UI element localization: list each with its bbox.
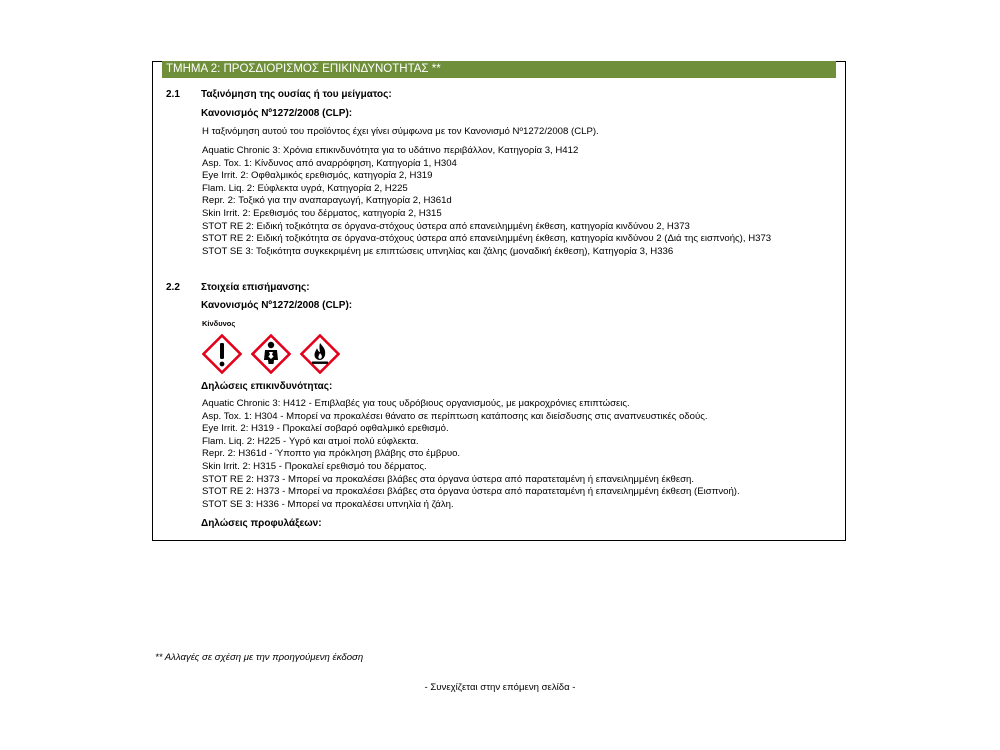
hazard-statement: STOT SE 3: H336 - Μπορεί να προκαλέσει υπνηλία ή ζάλη. [202, 498, 454, 510]
hazard-statements-list [202, 398, 740, 511]
hazard-statement: Aquatic Chronic 3: H412 - Επιβλαβές για τους υδρόβιους οργανισμούς, με μακροχρόνιες επιπτώσεις. [202, 398, 630, 409]
classification-intro: Η ταξινόμηση αυτού του προϊόντος έχει γίνει σύμφωνα με τον Κανονισμό Nº1272/2008 (CLP). [202, 126, 599, 137]
ghs-pictograms [202, 334, 340, 374]
hazard-statement: Eye Irrit. 2: H319 - Προκαλεί σοβαρό οφθαλμικό ερεθισμό. [202, 423, 449, 435]
health-hazard-icon [251, 334, 291, 374]
classification-item: STOT RE 2: Ειδική τοξικότητα σε όργανα-στόχους ύστερα από επανειλημμένη έκθεση, κατηγορία κινδύνου 2 (Διά της εισπνοής), H373 [202, 233, 772, 245]
hazard-statement: Repr. 2: H361d - Ύποπτο για πρόκληση βλάβης στο έμβρυο. [202, 448, 461, 460]
precautionary-statements-heading: Δηλώσεις προφυλάξεων: [201, 518, 322, 529]
section-2-1-regulation: Κανονισμός Nº1272/2008 (CLP): [201, 108, 353, 119]
signal-word: Κίνδυνος [202, 319, 236, 328]
classification-item: STOT RE 2: Ειδική τοξικότητα σε όργανα-στόχους ύστερα από επανειλημμένη έκθεση, κατηγορία κινδύνου 2, H373 [202, 220, 690, 232]
flame-icon [300, 334, 340, 374]
classification-item: Repr. 2: Τοξικό για την αναπαραγωγή, Κατηγορία 2, H361d [202, 195, 452, 207]
hazard-statement: STOT RE 2: H373 - Μπορεί να προκαλέσει βλάβες στα όργανα ύστερα από παρατεταμένη ή επανειλημμένη έκθεση (Εισπνοή). [202, 486, 740, 498]
section-2-2-number: 2.2 [166, 282, 180, 293]
hazard-statement: Asp. Tox. 1: H304 - Μπορεί να προκαλέσει θάνατο σε περίπτωση κατάποσης και διείσδυσης στις αναπνευστικές οδούς. [202, 410, 708, 422]
classification-item: Skin Irrit. 2: Ερεθισμός του δέρματος, κατηγορία 2, H315 [202, 207, 442, 219]
continued-notice: - Συνεχίζεται στην επόμενη σελίδα - [424, 682, 576, 693]
classification-item: Aquatic Chronic 3: Χρόνια επικινδυνότητα για το υδάτινο περιβάλλον, Κατηγορία 3, H412 [202, 145, 579, 156]
section-2-1-heading: Ταξινόμηση της ουσίας ή του μείγματος: [201, 89, 392, 100]
section-title-bar: ΤΜΗΜΑ 2: ΠΡΟΣΔΙΟΡΙΣΜΟΣ ΕΠΙΚΙΝΔΥΝΟΤΗΤΑΣ ** [162, 61, 836, 78]
classification-item: Flam. Liq. 2: Εύφλεκτα υγρά, Κατηγορία 2, H225 [202, 182, 408, 194]
classification-item: Eye Irrit. 2: Οφθαλμικός ερεθισμός, κατηγορία 2, H319 [202, 170, 433, 182]
hazard-statement: Flam. Liq. 2: H225 - Υγρό και ατμοί πολύ εύφλεκτα. [202, 435, 419, 447]
hazard-statement: STOT RE 2: H373 - Μπορεί να προκαλέσει βλάβες στα όργανα ύστερα από παρατεταμένη ή επανειλημμένη έκθεση. [202, 473, 695, 485]
section-2-1-number: 2.1 [166, 89, 180, 100]
hazard-statement: Skin Irrit. 2: H315 - Προκαλεί ερεθισμό του δέρματος. [202, 460, 427, 472]
exclamation-mark-icon [202, 334, 242, 374]
classification-item: Asp. Tox. 1: Κίνδυνος από αναρρόφηση, Κατηγορία 1, H304 [202, 157, 457, 169]
section-2-2-heading: Στοιχεία επισήμανσης: [201, 282, 310, 293]
classification-item: STOT SE 3: Τοξικότητα συγκεκριμένη με επιπτώσεις υπνηλίας και ζάλης (μοναδική έκθεση), Κατηγορία 3, H336 [202, 245, 674, 257]
revision-footnote: ** Αλλαγές σε σχέση με την προηγούμενη έκδοση [155, 652, 364, 663]
classification-list [202, 145, 771, 258]
section-2-2-regulation: Κανονισμός Nº1272/2008 (CLP): [201, 300, 353, 311]
hazard-statements-heading: Δηλώσεις επικινδυνότητας: [201, 381, 333, 392]
